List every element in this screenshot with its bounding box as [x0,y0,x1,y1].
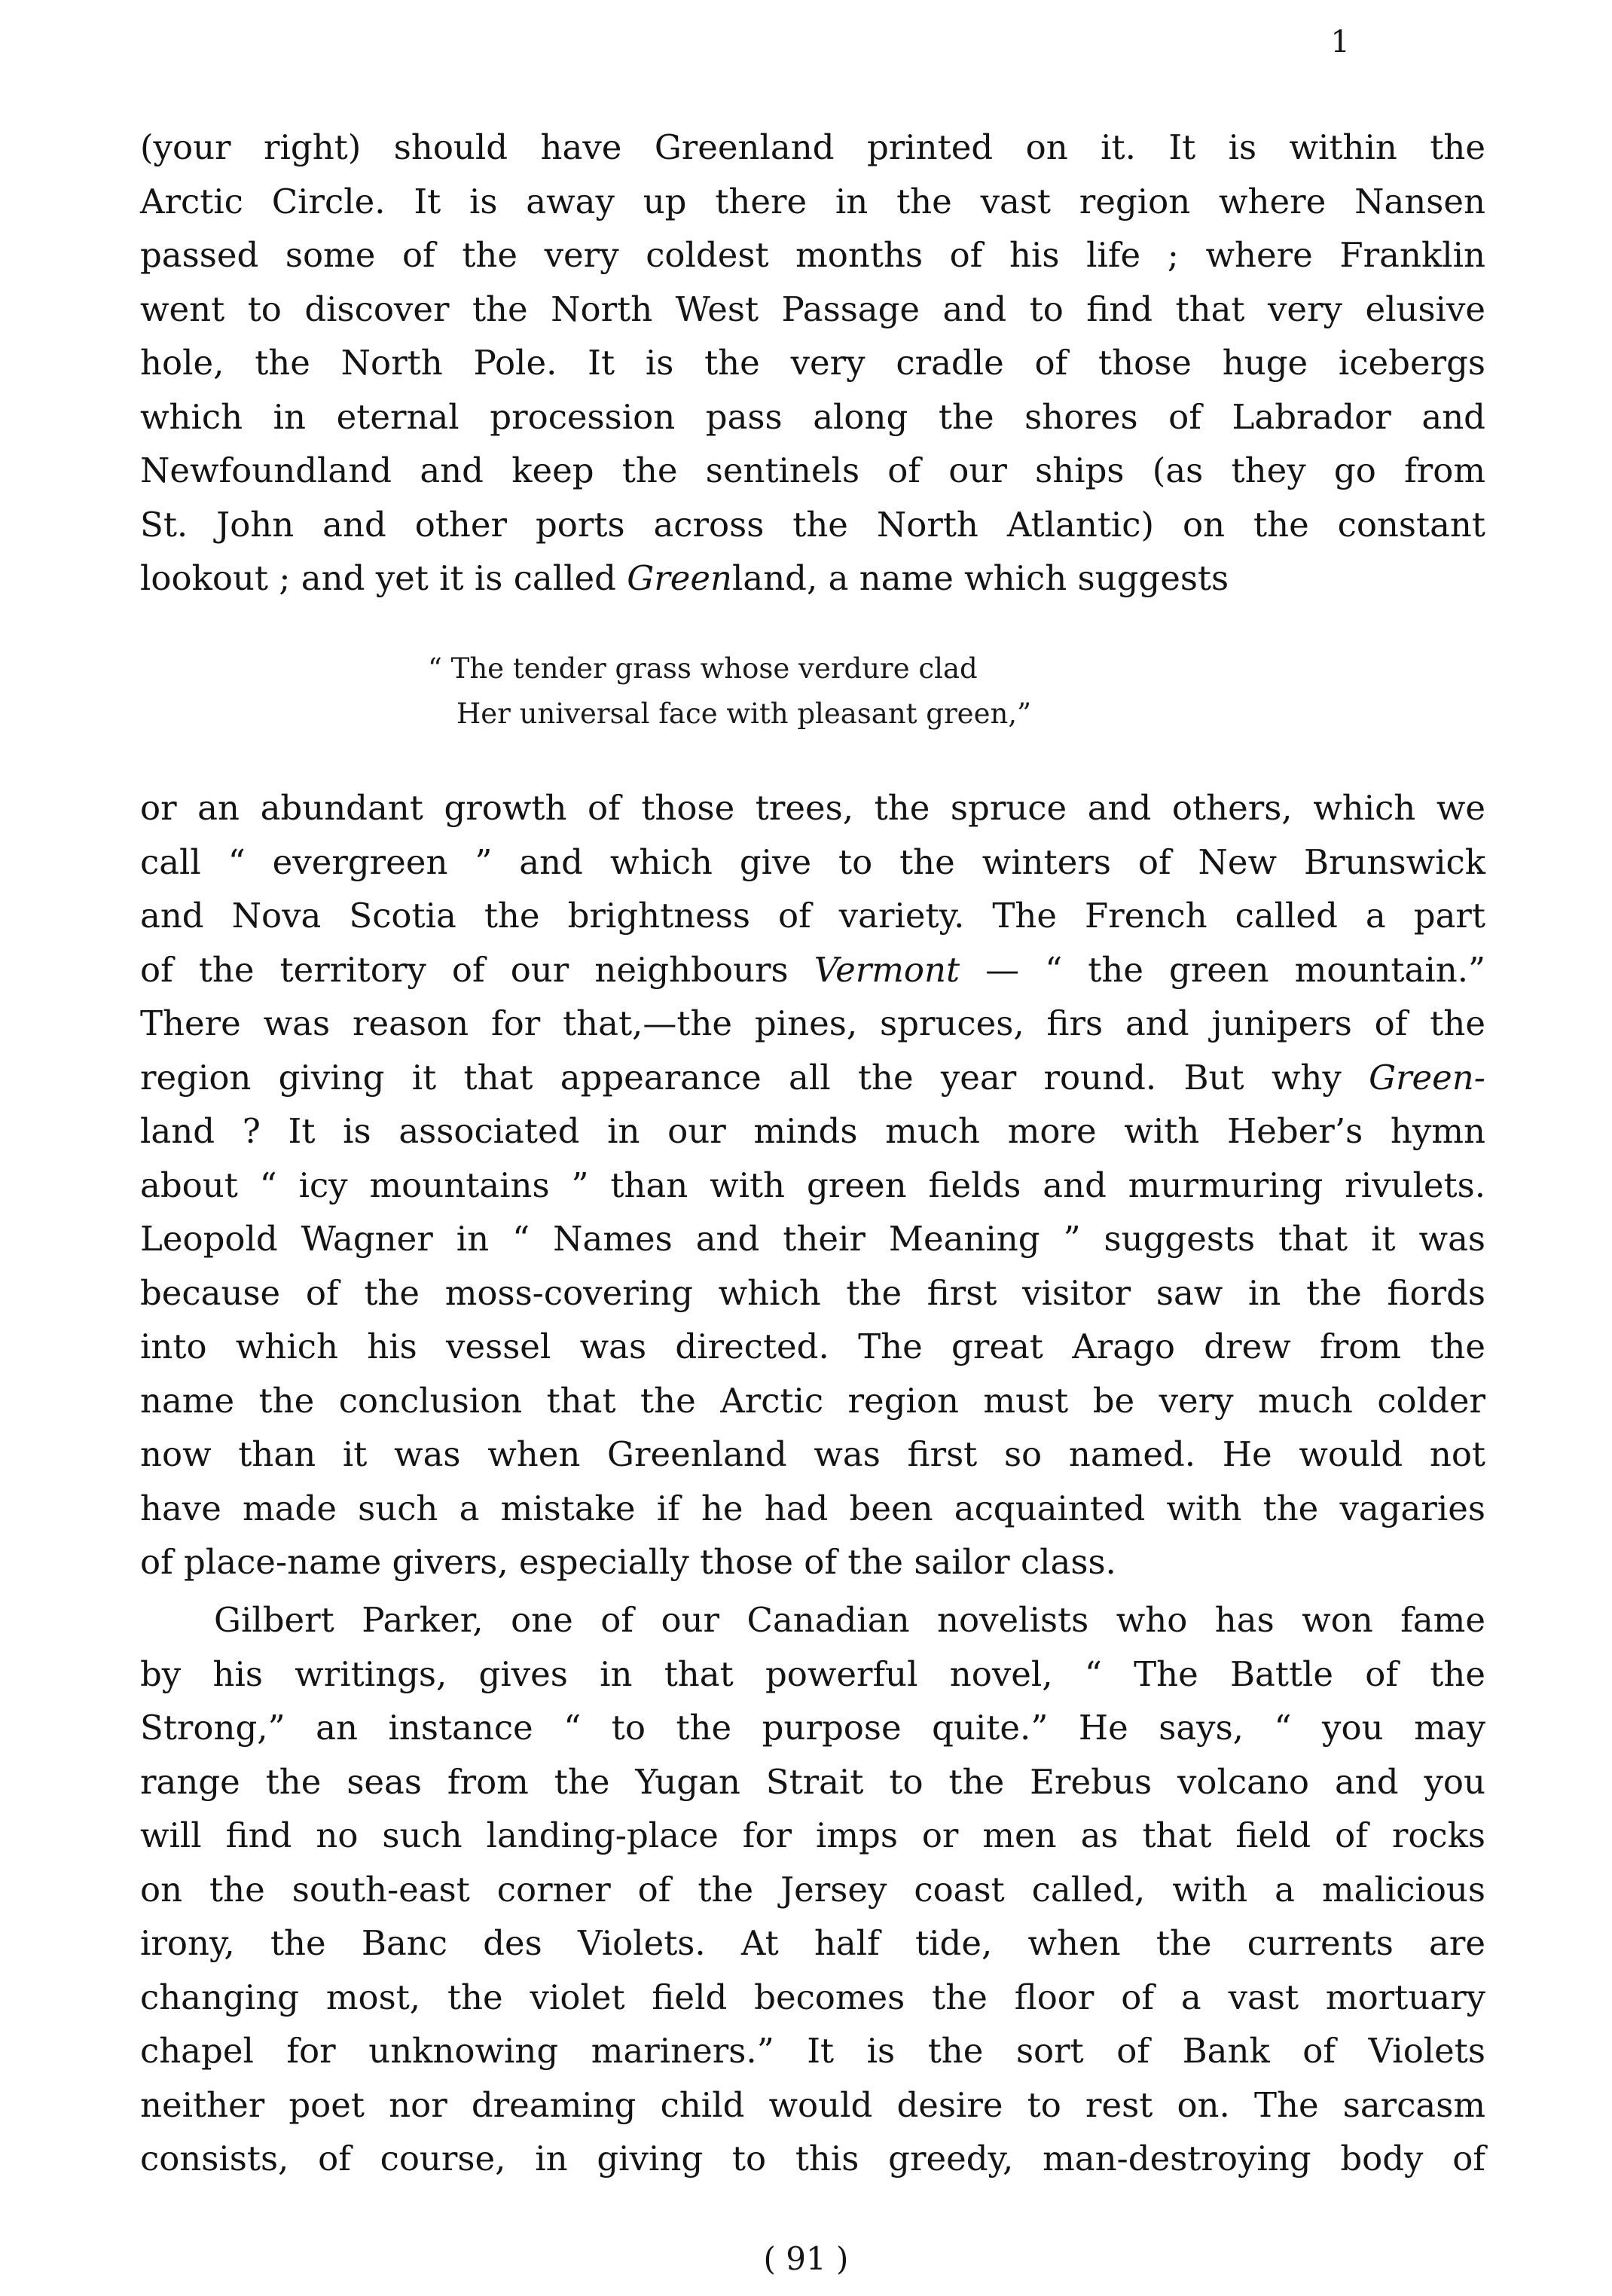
text-line: hole, the North Pole. It is the very cradle of those huge icebergs [140,343,1485,383]
corner-mark: 1 [1330,25,1350,60]
text-line: land ? It is associated in our minds much more with Heber’s hymn [140,1111,1485,1151]
text-line: Strong,” an instance “ to the purpose quite.” He says, “ you may [140,1708,1485,1748]
text-line: passed some of the very coldest months of his life ; where Franklin [140,235,1485,275]
text-line: into which his vessel was directed. The great Arago drew from the [140,1327,1485,1366]
text-run: of the territory of our neighbours [140,949,814,990]
text-line: about “ icy mountains ” than with green fields and murmuring rivulets. [140,1165,1485,1205]
text-line: or an abundant growth of those trees, the spruce and others, which we [140,788,1485,828]
paragraph-greenland [140,121,1485,606]
verse-line: “ The tender grass whose verdure clad [428,652,978,685]
text-line: on the south-east corner of the Jersey coast called, with a malicious [140,1869,1485,1910]
text-line [140,943,1485,997]
text-line: of place-name givers, especially those of the sailor class. [140,1542,1116,1582]
text-line: name the conclusion that the Arctic region must be very much colder [140,1380,1485,1421]
text-run: region giving it that appearance all the year round. But why [140,1057,1369,1098]
text-line [140,551,1485,606]
text-line: There was reason for that,—the pines, spruces, firs and junipers of the [140,1003,1485,1043]
italic-text: Vermont [814,949,960,990]
text-line: range the seas from the Yugan Strait to the Erebus volcano and you [140,1761,1485,1802]
text-line: changing most, the violet field becomes the floor of a vast mortuary [140,1977,1485,2017]
italic-text: Green- [1369,1057,1485,1098]
text-line: by his writings, gives in that powerful novel, “ The Battle of the [140,1653,1485,1694]
verse-line: Her universal face with pleasant green,” [456,698,1031,730]
text-line: (your right) should have Greenland printed on it. It is within the [140,127,1485,167]
text-line: because of the moss-covering which the first visitor saw in the fiords [140,1272,1485,1313]
text-line: call “ evergreen ” and which give to the winters of New Brunswick [140,841,1485,882]
paragraph-gilbert-parker [140,1593,1485,2186]
verse-quotation [428,646,1031,737]
text-line: which in eternal procession pass along the shores of Labrador and [140,396,1485,437]
text-line: St. John and other ports across the North Atlantic) on the constant [140,504,1485,545]
text-line: Gilbert Parker, one of our Canadian novelists who has won fame [214,1600,1485,1640]
text-run: — “ the green mountain.” [960,949,1485,990]
italic-text: Green [627,558,732,598]
paragraph-evergreen [140,781,1485,1589]
text-line: have made such a mistake if he had been acquainted with the vagaries [140,1488,1485,1528]
page-number: ( 91 ) [763,2240,849,2277]
text-line: went to discover the North West Passage and to find that very elusive [140,289,1485,329]
text-line: Leopold Wagner in “ Names and their Meaning ” suggests that it was [140,1219,1485,1259]
text-line: will find no such landing-place for imps or men as that field of rocks [140,1815,1485,1855]
text-line: Arctic Circle. It is away up there in the vast region where Nansen [140,181,1485,221]
text-run: land, a name which suggests [731,558,1229,598]
text-line: Newfoundland and keep the sentinels of our ships (as they go from [140,450,1485,490]
text-run: lookout ; and yet it is called [140,558,627,598]
text-line: neither poet nor dreaming child would desire to rest on. The sarcasm [140,2084,1485,2125]
text-line: now than it was when Greenland was first so named. He would not [140,1434,1485,1474]
text-line: chapel for unknowing mariners.” It is the sort of Bank of Violets [140,2031,1485,2071]
text-line [140,1051,1485,1105]
text-line: irony, the Banc des Violets. At half tide, when the currents are [140,1923,1485,1963]
text-line: and Nova Scotia the brightness of variety. The French called a part [140,896,1485,936]
text-line: consists, of course, in giving to this greedy, man-destroying body of [140,2139,1485,2178]
